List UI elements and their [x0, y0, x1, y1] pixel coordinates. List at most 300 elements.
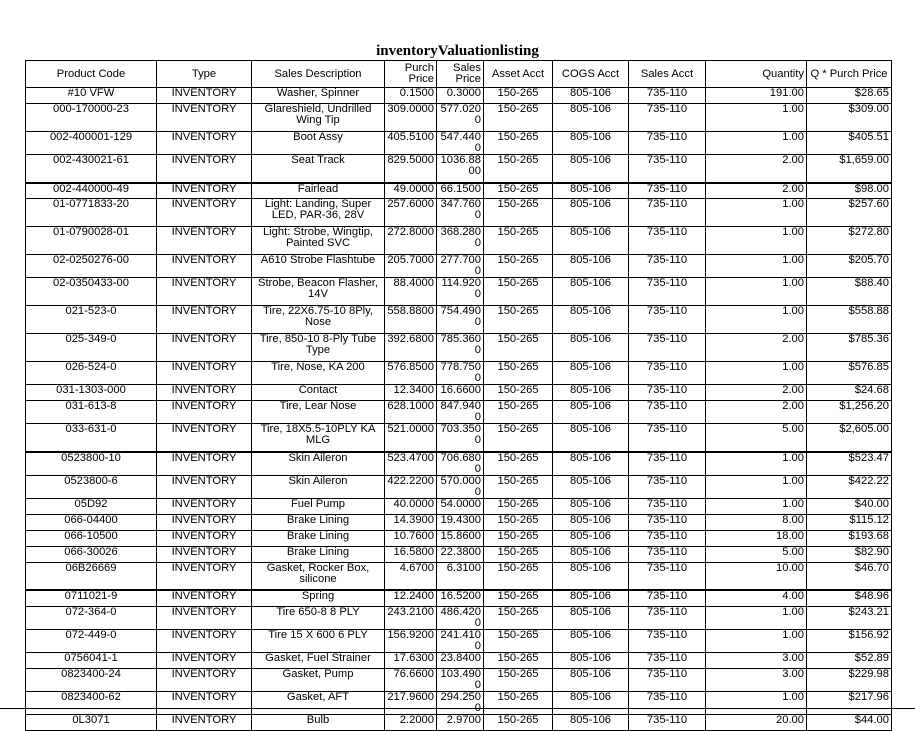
table-row [26, 88, 892, 104]
purch-price-cell: 49.0000 [385, 183, 437, 199]
product-code-cell: 002-440000-49 [26, 183, 157, 199]
table-body [26, 88, 892, 731]
type-cell: INVENTORY [157, 668, 252, 691]
asset-acct-cell: 150-265 [484, 691, 553, 714]
purch-price-cell: 12.3400 [385, 385, 437, 401]
quantity-cell: 2.00 [706, 385, 807, 401]
sales-price-cell: 114.9200 [437, 278, 484, 306]
sales-price-cell: 847.9400 [437, 401, 484, 424]
type-cell: INVENTORY [157, 546, 252, 562]
table-row [26, 255, 892, 278]
q-purch-price-cell: $558.88 [807, 306, 892, 334]
purch-price-cell: 156.9200 [385, 629, 437, 652]
table-row [26, 424, 892, 452]
q-purch-price-cell: $785.36 [807, 334, 892, 362]
q-purch-price-cell: $422.22 [807, 475, 892, 498]
quantity-cell: 1.00 [706, 104, 807, 132]
quantity-cell: 1.00 [706, 629, 807, 652]
purch-price-cell: 392.6800 [385, 334, 437, 362]
sales-description-cell: Tire 15 X 600 6 PLY [252, 629, 385, 652]
sales-price-cell: 785.3600 [437, 334, 484, 362]
type-cell: INVENTORY [157, 714, 252, 730]
q-purch-price-cell: $193.68 [807, 530, 892, 546]
asset-acct-cell: 150-265 [484, 334, 553, 362]
product-code-cell: 02-0350433-00 [26, 278, 157, 306]
sales-description-cell: Tire, 18X5.5-10PLY KA MLG [252, 424, 385, 452]
header-product-code: Product Code [26, 61, 157, 88]
type-cell: INVENTORY [157, 424, 252, 452]
table-row [26, 629, 892, 652]
product-code-cell: 002-430021-61 [26, 155, 157, 183]
type-cell: INVENTORY [157, 629, 252, 652]
sales-description-cell: Tire, Nose, KA 200 [252, 362, 385, 385]
sales-description-cell: Glareshield, Undrilled Wing Tip [252, 104, 385, 132]
purch-price-cell: 10.7600 [385, 530, 437, 546]
type-cell: INVENTORY [157, 255, 252, 278]
table-row [26, 362, 892, 385]
sales-acct-cell: 735-110 [629, 401, 706, 424]
sales-acct-cell: 735-110 [629, 714, 706, 730]
product-code-cell: 021-523-0 [26, 306, 157, 334]
purch-price-cell: 217.9600 [385, 691, 437, 714]
sales-price-cell: 754.4900 [437, 306, 484, 334]
sales-acct-cell: 735-110 [629, 385, 706, 401]
sales-description-cell: Gasket, Pump [252, 668, 385, 691]
asset-acct-cell: 150-265 [484, 401, 553, 424]
header-cogs-acct: COGS Acct [553, 61, 629, 88]
sales-price-cell: 778.7500 [437, 362, 484, 385]
q-purch-price-cell: $1,256.20 [807, 401, 892, 424]
product-code-cell: 02-0250276-00 [26, 255, 157, 278]
type-cell: INVENTORY [157, 306, 252, 334]
type-cell: INVENTORY [157, 514, 252, 530]
sales-price-cell: 22.3800 [437, 546, 484, 562]
quantity-cell: 5.00 [706, 424, 807, 452]
asset-acct-cell: 150-265 [484, 546, 553, 562]
quantity-cell: 1.00 [706, 227, 807, 255]
purch-price-cell: 521.0000 [385, 424, 437, 452]
product-code-cell: 002-400001-129 [26, 132, 157, 155]
product-code-cell: 026-524-0 [26, 362, 157, 385]
sales-acct-cell: 735-110 [629, 227, 706, 255]
table-row [26, 278, 892, 306]
table-row [26, 606, 892, 629]
cogs-acct-cell: 805-106 [553, 199, 629, 227]
cogs-acct-cell: 805-106 [553, 546, 629, 562]
quantity-cell: 2.00 [706, 183, 807, 199]
table-row [26, 562, 892, 590]
table-row [26, 155, 892, 183]
table-row [26, 652, 892, 668]
sales-acct-cell: 735-110 [629, 155, 706, 183]
sales-price-cell: 0.3000 [437, 88, 484, 104]
quantity-cell: 1.00 [706, 255, 807, 278]
sales-price-cell: 6.3100 [437, 562, 484, 590]
page-bottom-rule [0, 708, 915, 709]
type-cell: INVENTORY [157, 401, 252, 424]
table-row [26, 104, 892, 132]
sales-acct-cell: 735-110 [629, 88, 706, 104]
sales-description-cell: Fuel Pump [252, 498, 385, 514]
sales-price-cell: 103.4900 [437, 668, 484, 691]
cogs-acct-cell: 805-106 [553, 691, 629, 714]
sales-acct-cell: 735-110 [629, 652, 706, 668]
product-code-cell: 066-30026 [26, 546, 157, 562]
table-row [26, 590, 892, 606]
purch-price-cell: 309.0000 [385, 104, 437, 132]
q-purch-price-cell: $217.96 [807, 691, 892, 714]
table-row [26, 306, 892, 334]
purch-price-cell: 422.2200 [385, 475, 437, 498]
sales-price-cell: 241.4100 [437, 629, 484, 652]
quantity-cell: 1.00 [706, 691, 807, 714]
sales-description-cell: Brake Lining [252, 514, 385, 530]
sales-acct-cell: 735-110 [629, 255, 706, 278]
purch-price-cell: 17.6300 [385, 652, 437, 668]
sales-acct-cell: 735-110 [629, 132, 706, 155]
sales-acct-cell: 735-110 [629, 691, 706, 714]
product-code-cell: 072-364-0 [26, 606, 157, 629]
q-purch-price-cell: $243.21 [807, 606, 892, 629]
quantity-cell: 1.00 [706, 199, 807, 227]
q-purch-price-cell: $24.68 [807, 385, 892, 401]
type-cell: INVENTORY [157, 530, 252, 546]
sales-acct-cell: 735-110 [629, 104, 706, 132]
type-cell: INVENTORY [157, 562, 252, 590]
sales-description-cell: Gasket, Rocker Box, silicone [252, 562, 385, 590]
cogs-acct-cell: 805-106 [553, 334, 629, 362]
asset-acct-cell: 150-265 [484, 514, 553, 530]
quantity-cell: 1.00 [706, 132, 807, 155]
product-code-cell: 0711021-9 [26, 590, 157, 606]
asset-acct-cell: 150-265 [484, 183, 553, 199]
type-cell: INVENTORY [157, 132, 252, 155]
sales-acct-cell: 735-110 [629, 590, 706, 606]
asset-acct-cell: 150-265 [484, 104, 553, 132]
sales-acct-cell: 735-110 [629, 334, 706, 362]
product-code-cell: 000-170000-23 [26, 104, 157, 132]
cogs-acct-cell: 805-106 [553, 255, 629, 278]
q-purch-price-cell: $115.12 [807, 514, 892, 530]
type-cell: INVENTORY [157, 652, 252, 668]
type-cell: INVENTORY [157, 183, 252, 199]
purch-price-cell: 88.4000 [385, 278, 437, 306]
sales-description-cell: Contact [252, 385, 385, 401]
type-cell: INVENTORY [157, 498, 252, 514]
asset-acct-cell: 150-265 [484, 562, 553, 590]
asset-acct-cell: 150-265 [484, 278, 553, 306]
asset-acct-cell: 150-265 [484, 255, 553, 278]
cogs-acct-cell: 805-106 [553, 362, 629, 385]
product-code-cell: 0823400-24 [26, 668, 157, 691]
sales-description-cell: Bulb [252, 714, 385, 730]
asset-acct-cell: 150-265 [484, 652, 553, 668]
quantity-cell: 1.00 [706, 498, 807, 514]
type-cell: INVENTORY [157, 199, 252, 227]
q-purch-price-cell: $98.00 [807, 183, 892, 199]
q-purch-price-cell: $44.00 [807, 714, 892, 730]
q-purch-price-cell: $1,659.00 [807, 155, 892, 183]
sales-description-cell: Tire, 850-10 8-Ply Tube Type [252, 334, 385, 362]
sales-description-cell: Tire, Lear Nose [252, 401, 385, 424]
product-code-cell: 031-613-8 [26, 401, 157, 424]
quantity-cell: 10.00 [706, 562, 807, 590]
sales-acct-cell: 735-110 [629, 199, 706, 227]
quantity-cell: 1.00 [706, 278, 807, 306]
sales-description-cell: Gasket, AFT [252, 691, 385, 714]
product-code-cell: #10 VFW [26, 88, 157, 104]
sales-price-cell: 368.2800 [437, 227, 484, 255]
purch-price-cell: 243.2100 [385, 606, 437, 629]
quantity-cell: 2.00 [706, 401, 807, 424]
cogs-acct-cell: 805-106 [553, 424, 629, 452]
purch-price-cell: 14.3900 [385, 514, 437, 530]
cogs-acct-cell: 805-106 [553, 401, 629, 424]
product-code-cell: 066-04400 [26, 514, 157, 530]
q-purch-price-cell: $405.51 [807, 132, 892, 155]
asset-acct-cell: 150-265 [484, 362, 553, 385]
sales-price-cell: 66.1500 [437, 183, 484, 199]
quantity-cell: 191.00 [706, 88, 807, 104]
inventory-table [25, 60, 892, 731]
sales-acct-cell: 735-110 [629, 546, 706, 562]
q-purch-price-cell: $40.00 [807, 498, 892, 514]
table-row [26, 183, 892, 199]
sales-acct-cell: 735-110 [629, 606, 706, 629]
purch-price-cell: 205.7000 [385, 255, 437, 278]
table-row [26, 498, 892, 514]
sales-description-cell: Strobe, Beacon Flasher, 14V [252, 278, 385, 306]
type-cell: INVENTORY [157, 278, 252, 306]
asset-acct-cell: 150-265 [484, 606, 553, 629]
type-cell: INVENTORY [157, 334, 252, 362]
cogs-acct-cell: 805-106 [553, 475, 629, 498]
sales-price-cell: 15.8600 [437, 530, 484, 546]
header-type: Type [157, 61, 252, 88]
header-q-purch-price: Q * Purch Price [807, 61, 892, 88]
quantity-cell: 1.00 [706, 362, 807, 385]
header-quantity: Quantity [706, 61, 807, 88]
table-row [26, 401, 892, 424]
sales-description-cell: Light: Strobe, Wingtip, Painted SVC [252, 227, 385, 255]
header-sales-acct: Sales Acct [629, 61, 706, 88]
sales-description-cell: Spring [252, 590, 385, 606]
table-row [26, 227, 892, 255]
product-code-cell: 031-1303-000 [26, 385, 157, 401]
type-cell: INVENTORY [157, 155, 252, 183]
type-cell: INVENTORY [157, 227, 252, 255]
q-purch-price-cell: $52.89 [807, 652, 892, 668]
purch-price-cell: 558.8800 [385, 306, 437, 334]
product-code-cell: 06B26669 [26, 562, 157, 590]
table-row [26, 668, 892, 691]
type-cell: INVENTORY [157, 104, 252, 132]
quantity-cell: 1.00 [706, 452, 807, 476]
asset-acct-cell: 150-265 [484, 668, 553, 691]
quantity-cell: 1.00 [706, 606, 807, 629]
quantity-cell: 3.00 [706, 668, 807, 691]
type-cell: INVENTORY [157, 606, 252, 629]
q-purch-price-cell: $309.00 [807, 104, 892, 132]
type-cell: INVENTORY [157, 691, 252, 714]
table-row [26, 530, 892, 546]
sales-description-cell: Seat Track [252, 155, 385, 183]
purch-price-cell: 2.2000 [385, 714, 437, 730]
purch-price-cell: 257.6000 [385, 199, 437, 227]
q-purch-price-cell: $257.60 [807, 199, 892, 227]
cogs-acct-cell: 805-106 [553, 562, 629, 590]
sales-price-cell: 703.3500 [437, 424, 484, 452]
asset-acct-cell: 150-265 [484, 306, 553, 334]
sales-acct-cell: 735-110 [629, 362, 706, 385]
sales-description-cell: Brake Lining [252, 530, 385, 546]
purch-price-cell: 523.4700 [385, 452, 437, 476]
sales-price-cell: 294.2500 [437, 691, 484, 714]
type-cell: INVENTORY [157, 88, 252, 104]
q-purch-price-cell: $82.90 [807, 546, 892, 562]
cogs-acct-cell: 805-106 [553, 668, 629, 691]
product-code-cell: 05D92 [26, 498, 157, 514]
sales-description-cell: Gasket, Fuel Strainer [252, 652, 385, 668]
q-purch-price-cell: $272.80 [807, 227, 892, 255]
q-purch-price-cell: $576.85 [807, 362, 892, 385]
cogs-acct-cell: 805-106 [553, 132, 629, 155]
cogs-acct-cell: 805-106 [553, 590, 629, 606]
asset-acct-cell: 150-265 [484, 714, 553, 730]
header-row [26, 61, 892, 88]
sales-price-cell: 486.4200 [437, 606, 484, 629]
sales-price-cell: 54.0000 [437, 498, 484, 514]
sales-price-cell: 577.0200 [437, 104, 484, 132]
sales-acct-cell: 735-110 [629, 530, 706, 546]
type-cell: INVENTORY [157, 385, 252, 401]
sales-description-cell: Fairlead [252, 183, 385, 199]
purch-price-cell: 76.6600 [385, 668, 437, 691]
sales-acct-cell: 735-110 [629, 278, 706, 306]
type-cell: INVENTORY [157, 452, 252, 476]
product-code-cell: 01-0771833-20 [26, 199, 157, 227]
asset-acct-cell: 150-265 [484, 88, 553, 104]
q-purch-price-cell: $2,605.00 [807, 424, 892, 452]
purch-price-cell: 405.5100 [385, 132, 437, 155]
q-purch-price-cell: $46.70 [807, 562, 892, 590]
purch-price-cell: 576.8500 [385, 362, 437, 385]
sales-acct-cell: 735-110 [629, 498, 706, 514]
cogs-acct-cell: 805-106 [553, 227, 629, 255]
product-code-cell: 0523800-10 [26, 452, 157, 476]
purch-price-cell: 16.5800 [385, 546, 437, 562]
sales-description-cell: Skin Aileron [252, 452, 385, 476]
sales-price-cell: 23.8400 [437, 652, 484, 668]
purch-price-cell: 4.6700 [385, 562, 437, 590]
q-purch-price-cell: $28.65 [807, 88, 892, 104]
sales-acct-cell: 735-110 [629, 183, 706, 199]
sales-description-cell: Light: Landing, Super LED, PAR-36, 28V [252, 199, 385, 227]
quantity-cell: 2.00 [706, 155, 807, 183]
q-purch-price-cell: $229.98 [807, 668, 892, 691]
q-purch-price-cell: $205.70 [807, 255, 892, 278]
sales-acct-cell: 735-110 [629, 452, 706, 476]
table-row [26, 385, 892, 401]
sales-description-cell: Skin Aileron [252, 475, 385, 498]
asset-acct-cell: 150-265 [484, 199, 553, 227]
table-row [26, 514, 892, 530]
sales-description-cell: A610 Strobe Flashtube [252, 255, 385, 278]
quantity-cell: 4.00 [706, 590, 807, 606]
product-code-cell: 033-631-0 [26, 424, 157, 452]
quantity-cell: 18.00 [706, 530, 807, 546]
type-cell: INVENTORY [157, 475, 252, 498]
purch-price-cell: 40.0000 [385, 498, 437, 514]
sales-price-cell: 19.4300 [437, 514, 484, 530]
report-title: inventoryValuationlisting [376, 43, 539, 59]
quantity-cell: 1.00 [706, 475, 807, 498]
q-purch-price-cell: $48.96 [807, 590, 892, 606]
cogs-acct-cell: 805-106 [553, 530, 629, 546]
product-code-cell: 0823400-62 [26, 691, 157, 714]
cogs-acct-cell: 805-106 [553, 714, 629, 730]
sales-acct-cell: 735-110 [629, 668, 706, 691]
cogs-acct-cell: 805-106 [553, 155, 629, 183]
sales-price-cell: 570.0000 [437, 475, 484, 498]
sales-description-cell: Brake Lining [252, 546, 385, 562]
table-row [26, 199, 892, 227]
table-row [26, 132, 892, 155]
sales-description-cell: Tire 650-8 8 PLY [252, 606, 385, 629]
sales-price-cell: 706.6800 [437, 452, 484, 476]
asset-acct-cell: 150-265 [484, 590, 553, 606]
sales-acct-cell: 735-110 [629, 514, 706, 530]
asset-acct-cell: 150-265 [484, 155, 553, 183]
cogs-acct-cell: 805-106 [553, 652, 629, 668]
header-sales-price: Sales Price [437, 61, 484, 88]
asset-acct-cell: 150-265 [484, 227, 553, 255]
purch-price-cell: 272.8000 [385, 227, 437, 255]
sales-price-cell: 1036.8800 [437, 155, 484, 183]
sales-description-cell: Tire, 22X6.75-10 8Ply, Nose [252, 306, 385, 334]
asset-acct-cell: 150-265 [484, 132, 553, 155]
sales-acct-cell: 735-110 [629, 475, 706, 498]
table-row [26, 546, 892, 562]
cogs-acct-cell: 805-106 [553, 629, 629, 652]
table-row [26, 334, 892, 362]
quantity-cell: 8.00 [706, 514, 807, 530]
table-row [26, 714, 892, 730]
q-purch-price-cell: $88.40 [807, 278, 892, 306]
cogs-acct-cell: 805-106 [553, 514, 629, 530]
product-code-cell: 0523800-6 [26, 475, 157, 498]
table-row [26, 475, 892, 498]
header-purch-price: Purch Price [385, 61, 437, 88]
cogs-acct-cell: 805-106 [553, 183, 629, 199]
product-code-cell: 072-449-0 [26, 629, 157, 652]
asset-acct-cell: 150-265 [484, 629, 553, 652]
cogs-acct-cell: 805-106 [553, 452, 629, 476]
purch-price-cell: 628.1000 [385, 401, 437, 424]
q-purch-price-cell: $156.92 [807, 629, 892, 652]
q-purch-price-cell: $523.47 [807, 452, 892, 476]
quantity-cell: 5.00 [706, 546, 807, 562]
asset-acct-cell: 150-265 [484, 530, 553, 546]
product-code-cell: 0756041-1 [26, 652, 157, 668]
header-asset-acct: Asset Acct [484, 61, 553, 88]
product-code-cell: 01-0790028-01 [26, 227, 157, 255]
sales-price-cell: 16.6600 [437, 385, 484, 401]
cogs-acct-cell: 805-106 [553, 306, 629, 334]
table-row [26, 452, 892, 476]
sales-description-cell: Washer, Spinner [252, 88, 385, 104]
sales-acct-cell: 735-110 [629, 629, 706, 652]
